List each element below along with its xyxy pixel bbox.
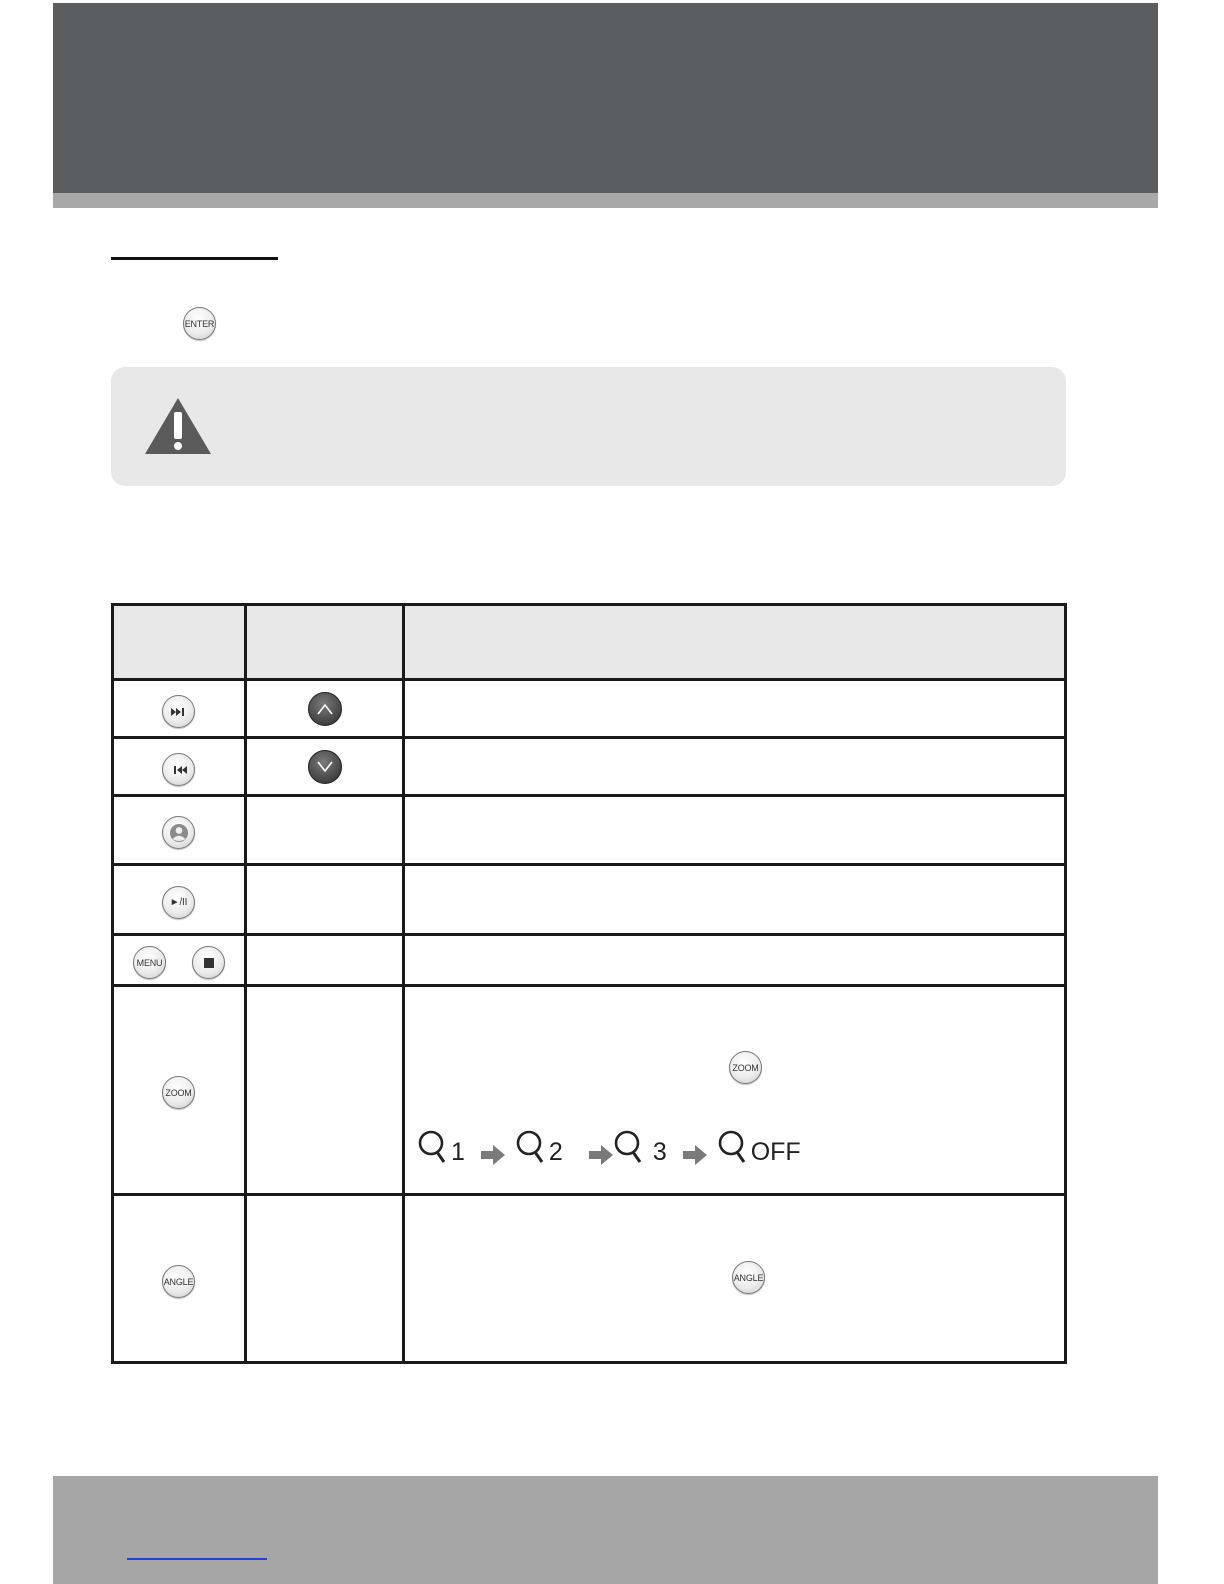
table-row-previous <box>113 738 1066 796</box>
remote-cell-display <box>113 796 246 865</box>
zoom-step-2-label: 2 <box>548 1138 563 1166</box>
remote-cell-play-pause <box>113 865 246 935</box>
remote-cell-previous <box>113 738 246 796</box>
table-row-play-pause <box>113 865 1066 935</box>
unit-cell-next <box>246 680 404 738</box>
function-cell-play-pause <box>404 865 1066 935</box>
unit-cell-play-pause <box>246 865 404 935</box>
zoom-sequence <box>417 1129 801 1165</box>
footer-link-underline[interactable] <box>127 1558 267 1560</box>
unit-cell-menu-stop <box>246 935 404 986</box>
zoom-step-1-label: 1 <box>451 1138 465 1166</box>
zoom-step-2 <box>515 1129 563 1165</box>
chevron-down-icon <box>316 761 334 773</box>
menu-button[interactable] <box>133 946 166 979</box>
function-cell-menu-stop <box>404 935 1066 986</box>
zoom-inline-label: ZOOM <box>732 1062 759 1073</box>
enter-button-label: ENTER <box>184 318 215 329</box>
angle-inline-button <box>732 1261 765 1294</box>
function-cell-angle <box>404 1195 1066 1363</box>
remote-cell-angle <box>113 1195 246 1363</box>
menu-button-label: MENU <box>136 957 163 968</box>
display-icon <box>168 822 190 844</box>
table-row-next <box>113 680 1066 738</box>
zoom-button-label: ZOOM <box>165 1087 192 1098</box>
zoom-step-1 <box>417 1129 465 1165</box>
controls-table <box>111 603 1067 1364</box>
down-button[interactable] <box>308 750 342 784</box>
skip-next-button[interactable] <box>162 695 195 728</box>
enter-button[interactable] <box>183 307 216 340</box>
warning-box <box>111 367 1066 486</box>
zoom-inline-button <box>729 1051 762 1084</box>
skip-previous-icon <box>171 766 187 774</box>
display-button[interactable] <box>162 816 195 849</box>
unit-cell-zoom <box>246 986 404 1195</box>
angle-button[interactable] <box>162 1265 195 1298</box>
zoom-step-3 <box>613 1129 667 1165</box>
header-band <box>53 3 1158 193</box>
magnifier-icon <box>613 1129 643 1165</box>
function-cell-zoom <box>404 986 1066 1195</box>
zoom-step-3-label: 3 <box>652 1138 667 1166</box>
table-header-row <box>113 605 1066 680</box>
arrow-right-icon <box>481 1145 505 1165</box>
footer-band <box>53 1476 1158 1584</box>
remote-cell-menu-stop <box>113 935 246 986</box>
zoom-step-off <box>717 1129 801 1165</box>
header-cell-remote <box>113 605 246 680</box>
unit-cell-previous <box>246 738 404 796</box>
remote-cell-zoom <box>113 986 246 1195</box>
skip-previous-button[interactable] <box>162 753 195 786</box>
unit-cell-angle <box>246 1195 404 1363</box>
unit-cell-display <box>246 796 404 865</box>
zoom-step-off-label: OFF <box>750 1138 801 1166</box>
remote-cell-next <box>113 680 246 738</box>
arrow-right-icon <box>589 1145 613 1165</box>
magnifier-icon <box>717 1129 747 1165</box>
header-cell-function <box>404 605 1066 680</box>
play-pause-button[interactable] <box>162 886 195 919</box>
up-button[interactable] <box>308 692 342 726</box>
zoom-button[interactable] <box>162 1076 195 1109</box>
table-row-angle <box>113 1195 1066 1363</box>
warning-triangle-icon <box>143 396 213 461</box>
stop-button[interactable] <box>192 946 225 979</box>
skip-next-icon <box>171 708 187 716</box>
table-row-display <box>113 796 1066 865</box>
arrow-right-icon <box>683 1145 707 1165</box>
function-cell-display <box>404 796 1066 865</box>
magnifier-icon <box>515 1129 545 1165</box>
table-row-menu-stop <box>113 935 1066 986</box>
header-stripe <box>53 193 1158 208</box>
section-heading-underline <box>111 257 278 260</box>
chevron-up-icon <box>316 703 334 715</box>
magnifier-icon <box>417 1129 447 1165</box>
function-cell-previous <box>404 738 1066 796</box>
function-cell-next <box>404 680 1066 738</box>
play-pause-icon: ►/II <box>169 897 188 908</box>
table-row-zoom <box>113 986 1066 1195</box>
header-cell-unit <box>246 605 404 680</box>
angle-inline-label: ANGLE <box>733 1272 764 1283</box>
stop-icon <box>204 958 214 968</box>
angle-button-label: ANGLE <box>163 1276 194 1287</box>
